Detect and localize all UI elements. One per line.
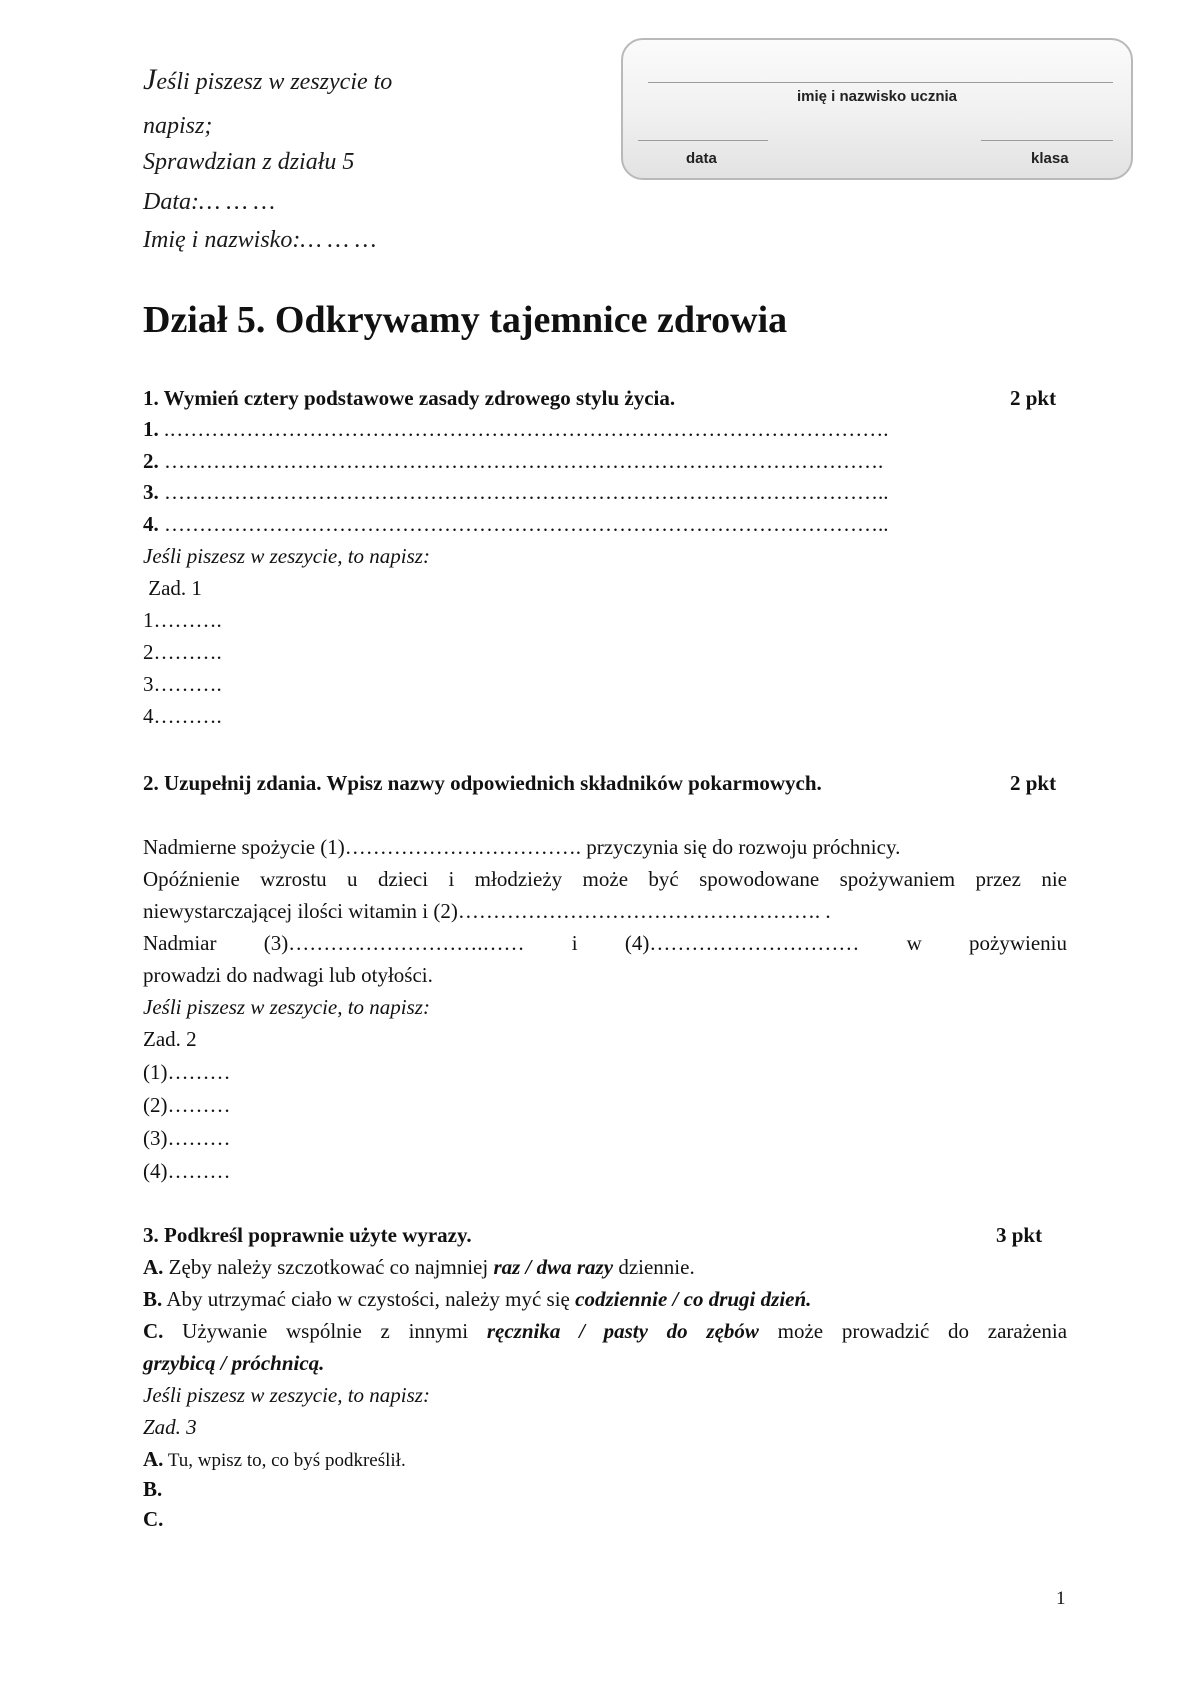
task1-line-4 [143,509,1067,539]
task3-item-c-line2: grzybicą / próchnicą. [143,1351,325,1375]
task2-zad-label: Zad. 2 [143,1027,197,1051]
task3-item-b-pre: Aby utrzymać ciało w czystości, należy myć się [162,1287,576,1311]
task2-answer-4: (4)……… [143,1159,231,1183]
task2-sentence-3b: prowadzi do nadwagi lub otyłości. [143,963,433,987]
header-note-line5: Imię i nazwisko:… … … [143,227,377,253]
task3-item-a-options: raz / dwa razy [493,1255,614,1279]
task2-sentence-3a: Nadmiar (3)……………………….…… i (4)………………………… w pożywieniu [143,931,1067,955]
task3-points: 3 pkt [996,1223,1043,1247]
header-note-line1-rest: eśli piszesz w zeszycie to [156,69,393,95]
task1-line-dots: .…………………………………………………………………………………………. [158,417,889,441]
name-label: imię i nazwisko ucznia [796,88,958,105]
class-line [981,140,1113,141]
task2-sentence-2b: niewystarczającej ilości witamin i (2)……………………………………………. . [143,899,831,923]
task3-zad-label: Zad. 3 [143,1415,197,1439]
task3-answer-a-text: Tu, wpisz to, co byś podkreślił. [163,1450,406,1471]
name-line [648,82,1113,83]
task1-answer-3: 3………. [143,672,222,696]
task1-zad-label: Zad. 1 [143,576,202,600]
task1-answer-2: 2………. [143,640,222,664]
task3-item-c-pre: Używanie wspólnie z innymi [163,1319,487,1343]
task3-item-b-options: codziennie / co drugi dzień [575,1287,807,1311]
task3-item-a [143,1252,1067,1282]
header-note-line2: napisz; [143,113,213,139]
task1-line-number: 3. [143,480,159,504]
task3-item-b-post: . [806,1287,812,1311]
task2-answer-1: (1)……… [143,1060,231,1084]
task3-item-a-label: A. [143,1255,164,1279]
task3-item-b-label: B. [143,1287,163,1311]
date-line [638,140,768,141]
task2-notebook-note: Jeśli piszesz w zeszycie, to napisz: [143,995,430,1019]
task1-answer-1: 1………. [143,608,222,632]
header-note-initial: J [143,63,157,96]
header-note-line4: Data:… … … [143,189,276,215]
page-number: 1 [1056,1588,1066,1609]
task3-item-c-label: C. [143,1319,164,1343]
task2-points: 2 pkt [1010,771,1057,795]
task1-line-2 [143,446,1067,476]
task1-line-3 [143,477,1067,507]
task3-answer-b-label: B. [143,1477,163,1501]
task2-heading [143,768,1067,798]
date-label: data [686,150,717,167]
task3-item-b [143,1284,1067,1314]
task1-line-number: 1. [143,417,159,441]
header-note-line1 [143,60,392,102]
task1-line-dots: ………………………………………………………………………………………….. [158,480,889,504]
student-info-box [621,38,1133,180]
task3-heading [143,1220,1067,1250]
task3-item-a-pre: Zęby należy szczotkować co najmniej [163,1255,494,1279]
task3-notebook-note: Jeśli piszesz w zeszycie, to napisz: [143,1383,430,1407]
task3-item-c-options: ręcznika / pasty do zębów [486,1319,759,1343]
task3-answer-c-label: C. [143,1507,164,1531]
task1-line-dots: ………………………………………………………………………………………….. [158,512,889,536]
task2-heading-text: 2. Uzupełnij zdania. Wpisz nazwy odpowiednich składników pokarmowych. [143,771,822,795]
task1-line-number: 4. [143,512,159,536]
task1-line-1 [143,414,1067,444]
task3-answer-a-label: A. [143,1447,164,1471]
page-title: Dział 5. Odkrywamy tajemnice zdrowia [143,299,788,341]
class-label: klasa [1031,150,1069,167]
task3-item-a-post: dziennie. [613,1255,695,1279]
task1-notebook-note: Jeśli piszesz w zeszycie, to napisz: [143,544,430,568]
task2-sentence-2a: Opóźnienie wzrostu u dzieci i młodzieży może być spowodowane spożywaniem przez nie [143,867,1067,891]
task3-answer-a [143,1444,1067,1476]
task2-answer-3: (3)……… [143,1126,231,1150]
task1-heading [143,383,1067,413]
task1-answer-4: 4………. [143,704,222,728]
task1-heading-text: 1. Wymień cztery podstawowe zasady zdrowego stylu życia. [143,386,676,410]
header-note-line3: Sprawdzian z działu 5 [143,149,355,175]
task3-item-c [143,1316,1067,1346]
task3-heading-text: 3. Podkreśl poprawnie użyte wyrazy. [143,1223,472,1247]
task1-points: 2 pkt [1010,386,1057,410]
task1-line-dots: …………………………………………………………………………………………. [158,449,884,473]
task2-answer-2: (2)……… [143,1093,231,1117]
task1-line-number: 2. [143,449,159,473]
task3-item-c-post: może prowadzić do zarażenia [758,1319,1068,1343]
task2-sentence-1: Nadmierne spożycie (1)……………………………. przyczynia się do rozwoju próchnicy. [143,835,901,859]
